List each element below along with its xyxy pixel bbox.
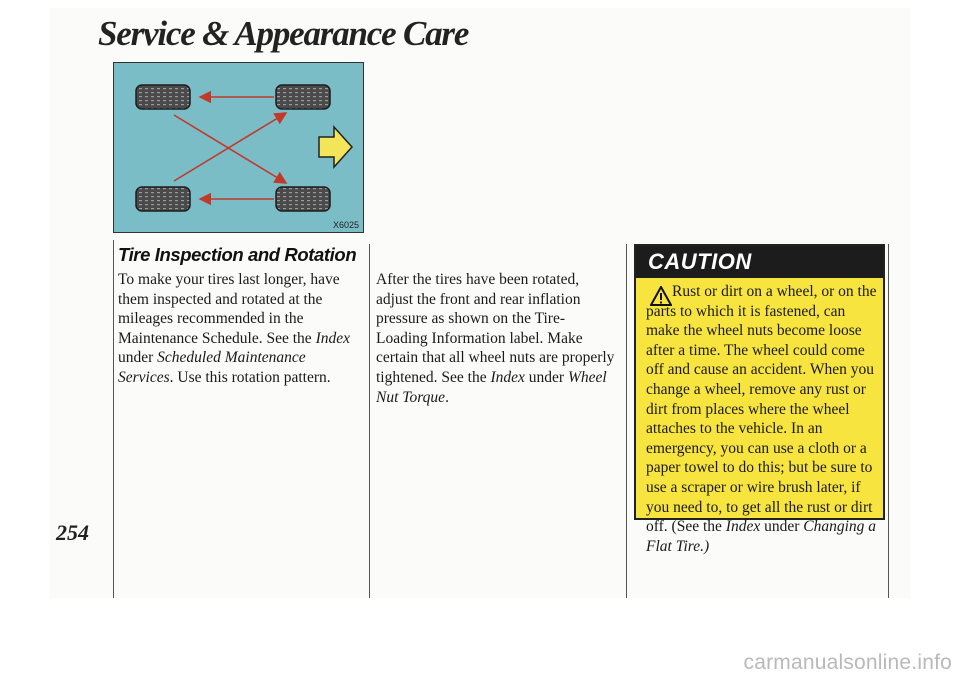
page-title: Service & Appearance Care xyxy=(98,14,469,53)
column-rule-far-right xyxy=(888,244,889,598)
column-rule-right xyxy=(626,244,627,598)
caution-box xyxy=(634,244,885,555)
index-reference: Index xyxy=(315,329,350,347)
tire-rear-left xyxy=(136,187,190,211)
caution-text: Rust or dirt on a wheel, or on the parts to which it is fastened, can make the wheel nuts become loose after a time. The wheel could come off and cause an accident. When you change a wheel, remove any rust or dirt from places where the wheel attaches to the vehicle. In an emergency, you can use a cloth or a paper towel to do this; but be sure to use a scraper or wire brush later, if you need to, to get all the rust or dirt off. (See the Index under Changing a Flat Tire.) xyxy=(646,283,877,555)
index-reference: Index xyxy=(725,518,761,536)
torque-reference: Wheel Nut Torque xyxy=(376,368,607,406)
rotation-pattern-graphic xyxy=(114,63,364,233)
caution-header-bar xyxy=(636,246,883,278)
watermark: carmanualsonline.info xyxy=(743,651,952,674)
tire-rotation-diagram xyxy=(113,62,364,233)
tire-front-left xyxy=(136,85,190,109)
page-number: 254 xyxy=(56,520,89,545)
schedule-reference: Scheduled Maintenance Services xyxy=(118,349,306,386)
tire-front-right xyxy=(276,85,330,109)
index-reference: Index xyxy=(490,368,525,386)
section-heading: Tire Inspection and Rotation xyxy=(118,244,357,265)
flat-tire-reference: Changing a Flat Tire.) xyxy=(646,518,877,555)
body-text-col1: To make your tires last longer, have them inspected and rotated at the mileages recommended in the Maintenance Schedule. See the Index under Scheduled Maintenance Services. Use this rotation pattern. xyxy=(118,271,350,386)
column-rule-middle xyxy=(369,244,370,598)
body-text-col2: After the tires have been rotated, adjust the front and rear inflation pressure as shown on the Tire-Loading Information label. Make certain that all wheel nuts are properly tightened. See the Index under Wheel Nut Torque. xyxy=(376,271,615,406)
arrow-right-icon xyxy=(319,127,352,167)
caution-title: CAUTION xyxy=(648,249,752,274)
column-rule-left xyxy=(113,240,114,598)
tire-rear-right xyxy=(276,187,330,211)
diagram-code: X6025 xyxy=(332,220,359,230)
